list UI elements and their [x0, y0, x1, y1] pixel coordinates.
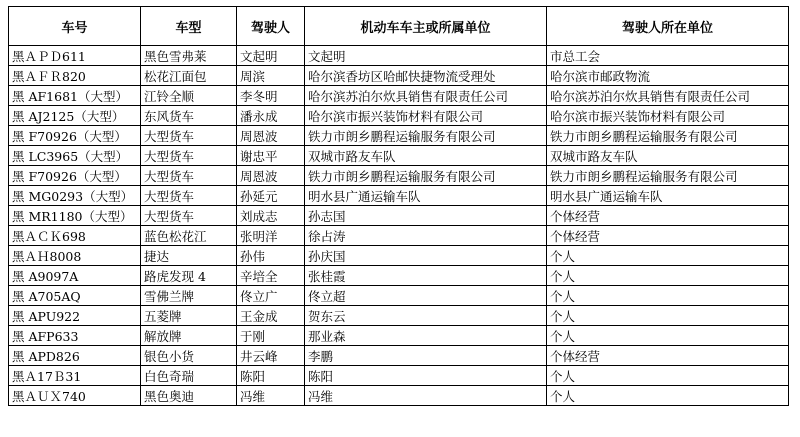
- cell-owner-unit: 明水县广通运输车队: [305, 186, 547, 206]
- cell-vehicle-type: 白色奇瑞: [141, 366, 237, 386]
- cell-plate-number: 黑Ａ17Ｂ31: [9, 366, 141, 386]
- cell-owner-unit: 张桂霞: [305, 266, 547, 286]
- cell-vehicle-type: 大型货车: [141, 126, 237, 146]
- cell-owner-unit: 陈阳: [305, 366, 547, 386]
- cell-vehicle-type: 江铃全顺: [141, 86, 237, 106]
- cell-driver-unit: 个人: [547, 326, 789, 346]
- cell-owner-unit: 冯维: [305, 386, 547, 406]
- cell-vehicle-type: 蓝色松花江: [141, 226, 237, 246]
- table-row: [9, 326, 789, 346]
- cell-driver-unit: 个体经营: [547, 206, 789, 226]
- cell-plate-number: 黑 APD826: [9, 346, 141, 366]
- cell-owner-unit: 孙志国: [305, 206, 547, 226]
- cell-driver-unit: 个人: [547, 306, 789, 326]
- table-row: [9, 306, 789, 326]
- cell-driver: 王金成: [237, 306, 305, 326]
- cell-vehicle-type: 黑色奥迪: [141, 386, 237, 406]
- cell-plate-number: 黑 LC3965（大型）: [9, 146, 141, 166]
- cell-plate-number: 黑 F70926（大型）: [9, 126, 141, 146]
- cell-owner-unit: 佟立超: [305, 286, 547, 306]
- cell-owner-unit: 孙庆国: [305, 246, 547, 266]
- cell-driver: 张明洋: [237, 226, 305, 246]
- cell-driver: 周恩波: [237, 126, 305, 146]
- table-row: [9, 186, 789, 206]
- cell-driver: 辛培全: [237, 266, 305, 286]
- cell-vehicle-type: 雪佛兰牌: [141, 286, 237, 306]
- header-plate-number: 车号: [9, 7, 141, 46]
- table-row: [9, 286, 789, 306]
- cell-vehicle-type: 银色小货: [141, 346, 237, 366]
- table-body: [9, 46, 789, 406]
- cell-plate-number: 黑 A705AQ: [9, 286, 141, 306]
- cell-driver: 冯维: [237, 386, 305, 406]
- cell-driver-unit: 个人: [547, 266, 789, 286]
- cell-driver: 周恩波: [237, 166, 305, 186]
- cell-vehicle-type: 捷达: [141, 246, 237, 266]
- cell-driver-unit: 铁力市朗乡鹏程运输服务有限公司: [547, 126, 789, 146]
- cell-driver-unit: 哈尔滨苏泊尔炊具销售有限责任公司: [547, 86, 789, 106]
- cell-vehicle-type: 大型货车: [141, 146, 237, 166]
- cell-plate-number: 黑 APU922: [9, 306, 141, 326]
- cell-vehicle-type: 黑色雪弗莱: [141, 46, 237, 66]
- cell-owner-unit: 徐占涛: [305, 226, 547, 246]
- cell-driver-unit: 个体经营: [547, 346, 789, 366]
- cell-driver-unit: 个人: [547, 286, 789, 306]
- cell-owner-unit: 哈尔滨香坊区哈邮快捷物流受理处: [305, 66, 547, 86]
- cell-driver-unit: 个体经营: [547, 226, 789, 246]
- cell-vehicle-type: 五菱牌: [141, 306, 237, 326]
- cell-plate-number: 黑 AFP633: [9, 326, 141, 346]
- cell-driver-unit: 哈尔滨市邮政物流: [547, 66, 789, 86]
- table-row: [9, 386, 789, 406]
- cell-owner-unit: 铁力市朗乡鹏程运输服务有限公司: [305, 166, 547, 186]
- cell-vehicle-type: 解放牌: [141, 326, 237, 346]
- cell-driver: 李冬明: [237, 86, 305, 106]
- document-page: [8, 6, 789, 406]
- cell-plate-number: 黑 MR1180（大型）: [9, 206, 141, 226]
- table-row: [9, 146, 789, 166]
- cell-driver: 于刚: [237, 326, 305, 346]
- cell-driver-unit: 市总工会: [547, 46, 789, 66]
- table-row: [9, 46, 789, 66]
- cell-driver: 井云峰: [237, 346, 305, 366]
- cell-driver-unit: 明水县广通运输车队: [547, 186, 789, 206]
- header-vehicle-type: 车型: [141, 7, 237, 46]
- cell-owner-unit: 铁力市朗乡鹏程运输服务有限公司: [305, 126, 547, 146]
- cell-plate-number: 黑ＡＵＸ740: [9, 386, 141, 406]
- cell-driver-unit: 铁力市朗乡鹏程运输服务有限公司: [547, 166, 789, 186]
- cell-driver-unit: 个人: [547, 386, 789, 406]
- cell-vehicle-type: 东风货车: [141, 106, 237, 126]
- violation-vehicle-table: [8, 6, 789, 406]
- table-row: [9, 346, 789, 366]
- table-row: [9, 66, 789, 86]
- cell-driver: 孙伟: [237, 246, 305, 266]
- cell-plate-number: 黑 AJ2125（大型）: [9, 106, 141, 126]
- cell-driver: 潘永成: [237, 106, 305, 126]
- table-row: [9, 246, 789, 266]
- cell-driver: 刘成志: [237, 206, 305, 226]
- cell-plate-number: 黑 AF1681（大型）: [9, 86, 141, 106]
- cell-driver: 文起明: [237, 46, 305, 66]
- cell-driver: 佟立广: [237, 286, 305, 306]
- table-row: [9, 366, 789, 386]
- cell-vehicle-type: 大型货车: [141, 166, 237, 186]
- cell-driver-unit: 双城市路友车队: [547, 146, 789, 166]
- cell-owner-unit: 贺东云: [305, 306, 547, 326]
- table-row: [9, 106, 789, 126]
- cell-driver: 谢忠平: [237, 146, 305, 166]
- cell-vehicle-type: 路虎发现 4: [141, 266, 237, 286]
- cell-owner-unit: 哈尔滨苏泊尔炊具销售有限责任公司: [305, 86, 547, 106]
- cell-driver: 周滨: [237, 66, 305, 86]
- cell-owner-unit: 文起明: [305, 46, 547, 66]
- cell-driver: 孙延元: [237, 186, 305, 206]
- cell-owner-unit: 那业森: [305, 326, 547, 346]
- cell-driver-unit: 个人: [547, 366, 789, 386]
- cell-vehicle-type: 松花江面包: [141, 66, 237, 86]
- table-row: [9, 126, 789, 146]
- cell-driver: 陈阳: [237, 366, 305, 386]
- cell-plate-number: 黑 F70926（大型）: [9, 166, 141, 186]
- header-owner-unit: 机动车车主或所属单位: [305, 7, 547, 46]
- cell-vehicle-type: 大型货车: [141, 186, 237, 206]
- header-driver: 驾驶人: [237, 7, 305, 46]
- cell-vehicle-type: 大型货车: [141, 206, 237, 226]
- cell-plate-number: 黑ＡＰＤ611: [9, 46, 141, 66]
- cell-owner-unit: 双城市路友车队: [305, 146, 547, 166]
- table-row: [9, 226, 789, 246]
- cell-plate-number: 黑ＡＨ8008: [9, 246, 141, 266]
- cell-plate-number: 黑 A9097A: [9, 266, 141, 286]
- cell-plate-number: 黑 MG0293（大型）: [9, 186, 141, 206]
- table-row: [9, 166, 789, 186]
- cell-owner-unit: 哈尔滨市振兴装饰材料有限公司: [305, 106, 547, 126]
- cell-plate-number: 黑ＡＦＲ820: [9, 66, 141, 86]
- cell-owner-unit: 李鹏: [305, 346, 547, 366]
- cell-driver-unit: 个人: [547, 246, 789, 266]
- table-row: [9, 86, 789, 106]
- cell-plate-number: 黑ＡＣＫ698: [9, 226, 141, 246]
- table-row: [9, 206, 789, 226]
- table-row: [9, 266, 789, 286]
- header-driver-unit: 驾驶人所在单位: [547, 7, 789, 46]
- table-header-row: [9, 7, 789, 46]
- cell-driver-unit: 哈尔滨市振兴装饰材料有限公司: [547, 106, 789, 126]
